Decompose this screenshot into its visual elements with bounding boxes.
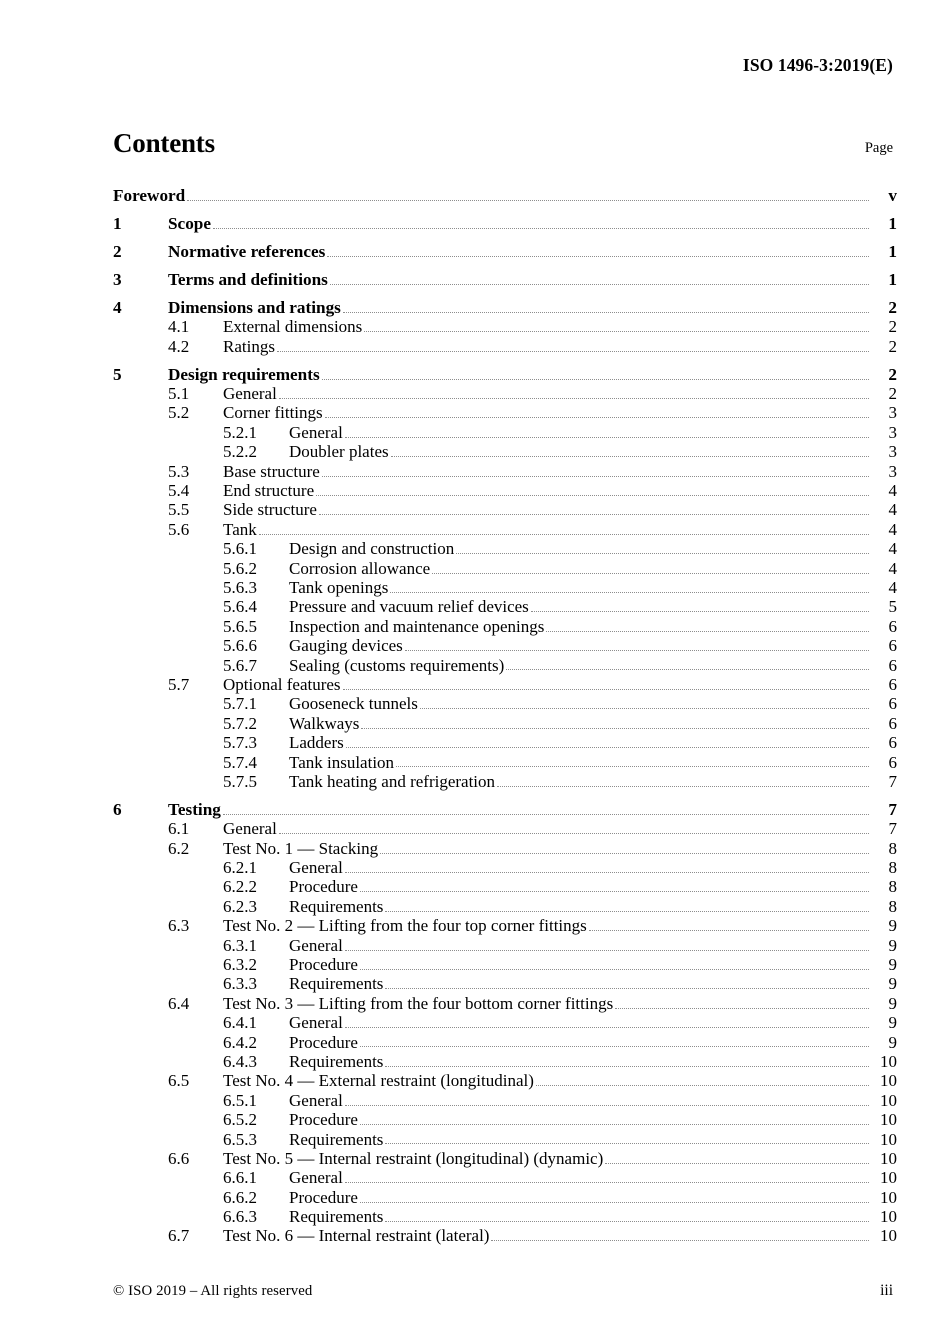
toc-entry-number: 6.5.3: [223, 1129, 257, 1149]
toc-entry-label: Requirements: [289, 974, 384, 994]
toc-entry-number: 6.6: [168, 1148, 190, 1168]
toc-entry-number: 5.2.1: [223, 422, 257, 442]
toc-entry-page-number: 9: [888, 916, 897, 936]
toc-entry-label: General: [289, 858, 343, 878]
toc-entry-label: Requirements: [289, 1129, 384, 1149]
toc-entry-number: 6.3.3: [223, 974, 257, 994]
toc-entry-number: 5.2.2: [223, 442, 257, 462]
toc-entry[interactable]: [113, 1033, 897, 1052]
toc-entry-label: General: [289, 1013, 343, 1033]
toc-entry-page-number: 8: [888, 858, 897, 878]
toc-entry-number: 5.6.2: [223, 558, 257, 578]
toc-leader-dots: [319, 500, 869, 519]
toc-entry-page-number: 6: [888, 674, 897, 694]
toc-entry-label: Test No. 4 — External restraint (longitudinal): [223, 1071, 534, 1091]
toc-entry-page-number: 6: [888, 694, 897, 714]
toc-entry-page-number: 8: [888, 896, 897, 916]
toc-leader-dots: [506, 656, 869, 675]
toc-entry-page-number: 7: [888, 771, 897, 791]
toc-entry[interactable]: [113, 714, 897, 733]
toc-leader-dots: [345, 1168, 869, 1187]
toc-entry-page-number: 2: [888, 364, 897, 384]
toc-entry-label: Dimensions and ratings: [168, 297, 341, 317]
toc-entry-label: End structure: [223, 481, 315, 501]
toc-entry-label: Normative references: [168, 241, 326, 261]
toc-leader-dots: [322, 462, 869, 481]
toc-leader-dots: [345, 1013, 869, 1032]
toc-entry-number: 2: [113, 241, 122, 261]
toc-entry-page-number: 10: [880, 1071, 897, 1091]
toc-leader-dots: [405, 636, 869, 655]
toc-leader-dots: [325, 403, 869, 422]
toc-entry[interactable]: [113, 974, 897, 993]
toc-entry-number: 6.5.1: [223, 1090, 257, 1110]
toc-entry-label: General: [289, 935, 343, 955]
toc-leader-dots: [360, 955, 869, 974]
toc-entry-label: Procedure: [289, 877, 358, 897]
toc-entry[interactable]: [113, 1226, 897, 1245]
toc-entry-number: 6.4: [168, 993, 190, 1013]
toc-entry-page-number: 6: [888, 733, 897, 753]
toc-entry-number: 5.2: [168, 403, 190, 423]
toc-entry-page-number: 6: [888, 636, 897, 656]
toc-entry-page-number: 1: [888, 213, 897, 233]
toc-entry-label: Design and construction: [289, 539, 455, 559]
toc-entry-label: Ladders: [289, 733, 344, 753]
toc-entry[interactable]: [113, 317, 897, 336]
toc-leader-dots: [360, 1188, 869, 1207]
toc-entry[interactable]: [113, 1071, 897, 1090]
toc-entry-number: 4.2: [168, 336, 190, 356]
toc-entry[interactable]: [113, 1013, 897, 1032]
toc-entry-page-number: 10: [880, 1090, 897, 1110]
toc-entry-page-number: 1: [888, 269, 897, 289]
toc-entry-number: 5.7.5: [223, 771, 257, 791]
toc-entry-label: Foreword: [113, 185, 186, 205]
toc-leader-dots: [360, 1033, 869, 1052]
toc-entry-label: Requirements: [289, 1207, 384, 1227]
toc-entry-label: Walkways: [289, 713, 360, 733]
toc-entry[interactable]: [113, 1110, 897, 1129]
toc-leader-dots: [589, 916, 869, 935]
toc-entry[interactable]: [113, 1149, 897, 1168]
toc-entry-label: Corner fittings: [223, 403, 323, 423]
toc-entry[interactable]: [113, 753, 897, 772]
toc-entry-page-number: 3: [888, 422, 897, 442]
toc-entry-number: 6.4.1: [223, 1013, 257, 1033]
toc-leader-dots: [322, 365, 869, 384]
toc-entry-label: Gauging devices: [289, 636, 403, 656]
toc-leader-dots: [385, 1207, 869, 1226]
toc-entry-label: Test No. 1 — Stacking: [223, 838, 379, 858]
toc-entry-number: 6.4.3: [223, 1051, 257, 1071]
toc-entry-page-number: 9: [888, 955, 897, 974]
toc-entry-number: 6.3.2: [223, 955, 257, 974]
toc-entry-label: Procedure: [289, 1187, 358, 1207]
toc-leader-dots: [279, 819, 869, 838]
toc-entry-label: Terms and definitions: [168, 269, 328, 289]
toc-entry-number: 6.3.1: [223, 935, 257, 955]
toc-entry-page-number: 4: [888, 577, 897, 597]
toc-leader-dots: [213, 214, 869, 233]
toc-entry-label: Tank: [223, 519, 257, 539]
toc-entry-page-number: 9: [888, 1032, 897, 1052]
toc-entry-page-number: v: [888, 185, 897, 205]
toc-entry-number: 5.6.6: [223, 636, 257, 656]
toc-entry[interactable]: [113, 442, 897, 461]
toc-entry[interactable]: [113, 539, 897, 558]
toc-entry[interactable]: [113, 656, 897, 675]
toc-entry[interactable]: [113, 636, 897, 655]
toc-leader-dots: [390, 578, 869, 597]
toc-entry-number: 6.2.3: [223, 896, 257, 916]
toc-leader-dots: [396, 753, 869, 772]
toc-entry-label: Gooseneck tunnels: [289, 694, 418, 714]
toc-entry-number: 5.4: [168, 481, 190, 501]
toc-entry[interactable]: [113, 733, 897, 752]
toc-entry[interactable]: [113, 994, 897, 1013]
toc-entry-label: Requirements: [289, 1051, 384, 1071]
page-footer: [113, 1282, 893, 1300]
toc-leader-dots: [279, 384, 869, 403]
toc-entry-number: 5.7.2: [223, 713, 257, 733]
toc-entry-page-number: 2: [888, 336, 897, 356]
toc-entry-number: 6.7: [168, 1226, 190, 1246]
toc-entry-label: Test No. 3 — Lifting from the four bottom corner fittings: [223, 993, 614, 1013]
toc-leader-dots: [605, 1149, 869, 1168]
toc-entry[interactable]: [113, 365, 897, 384]
toc-entry-label: Inspection and maintenance openings: [289, 616, 545, 636]
toc-leader-dots: [531, 597, 869, 616]
toc-entry[interactable]: [113, 298, 897, 317]
toc-entry-page-number: 6: [888, 655, 897, 675]
toc-entry-page-number: 9: [888, 993, 897, 1013]
toc-entry-page-number: 2: [888, 297, 897, 317]
toc-entry-page-number: 10: [880, 1207, 897, 1227]
toc-entry[interactable]: [113, 186, 897, 205]
toc-leader-dots: [491, 1226, 869, 1245]
toc-entry-page-number: 6: [888, 752, 897, 772]
toc-entry-number: 3: [113, 269, 122, 289]
toc-entry[interactable]: [113, 481, 897, 500]
toc-entry[interactable]: [113, 1207, 897, 1226]
toc-leader-dots: [380, 839, 869, 858]
toc-entry-page-number: 4: [888, 539, 897, 559]
toc-entry-number: 6.6.2: [223, 1187, 257, 1207]
toc-entry[interactable]: [113, 214, 897, 233]
toc-entry-number: 6.3: [168, 916, 190, 936]
toc-entry-label: Tank heating and refrigeration: [289, 771, 496, 791]
toc-entry-number: 5.6.1: [223, 539, 257, 559]
toc-entry-number: 5.7.1: [223, 694, 257, 714]
toc-leader-dots: [343, 298, 869, 317]
toc-entry[interactable]: [113, 617, 897, 636]
toc-entry-number: 5.1: [168, 384, 190, 404]
toc-entry[interactable]: [113, 1168, 897, 1187]
page-column-label: Page: [864, 140, 893, 156]
toc-leader-dots: [364, 317, 869, 336]
toc-leader-dots: [385, 897, 869, 916]
toc-entry-page-number: 4: [888, 481, 897, 501]
toc-entry-number: 5.6: [168, 519, 190, 539]
toc-entry-number: 1: [113, 213, 122, 233]
toc-leader-dots: [385, 1130, 869, 1149]
toc-entry-number: 4: [113, 297, 122, 317]
toc-leader-dots: [187, 186, 869, 205]
toc-leader-dots: [456, 539, 869, 558]
toc-entry-number: 6.2.2: [223, 877, 257, 897]
toc-entry-number: 5.6.5: [223, 616, 257, 636]
toc-entry-label: Test No. 5 — Internal restraint (longitudinal) (dynamic): [223, 1148, 604, 1168]
toc-entry-label: Tank insulation: [289, 752, 395, 772]
toc-entry-number: 5.7: [168, 674, 190, 694]
toc-entry[interactable]: [113, 1052, 897, 1071]
toc-entry-number: 4.1: [168, 317, 190, 337]
toc-entry[interactable]: [113, 403, 897, 422]
toc-entry[interactable]: [113, 384, 897, 403]
toc-entry-number: 6: [113, 799, 122, 819]
toc-entry[interactable]: [113, 500, 897, 519]
toc-entry-number: 6.4.2: [223, 1032, 257, 1052]
toc-entry-label: Testing: [168, 799, 221, 819]
toc-entry-page-number: 4: [888, 558, 897, 578]
toc-leader-dots: [345, 423, 869, 442]
table-of-contents: [113, 186, 897, 1246]
toc-entry-page-number: 8: [888, 838, 897, 858]
toc-entry-page-number: 7: [888, 799, 897, 819]
toc-entry-page-number: 8: [888, 877, 897, 897]
toc-leader-dots: [536, 1071, 869, 1090]
toc-entry-label: Procedure: [289, 1110, 358, 1130]
contents-title-row: [113, 128, 893, 159]
toc-leader-dots: [615, 994, 869, 1013]
toc-leader-dots: [345, 936, 869, 955]
toc-leader-dots: [327, 242, 869, 261]
toc-entry-number: 6.1: [168, 819, 190, 839]
toc-entry-number: 6.2.1: [223, 858, 257, 878]
footer-page-number: iii: [880, 1282, 893, 1299]
toc-entry[interactable]: [113, 270, 897, 289]
toc-entry-label: Pressure and vacuum relief devices: [289, 597, 529, 617]
toc-entry-label: Design requirements: [168, 364, 320, 384]
toc-leader-dots: [223, 800, 869, 819]
toc-leader-dots: [385, 974, 869, 993]
toc-entry-label: Base structure: [223, 461, 320, 481]
toc-entry-label: Scope: [168, 213, 211, 233]
toc-entry[interactable]: [113, 675, 897, 694]
toc-entry-label: Doubler plates: [289, 442, 389, 462]
toc-entry-number: 5.7.3: [223, 733, 257, 753]
toc-leader-dots: [546, 617, 869, 636]
toc-entry-label: Side structure: [223, 500, 317, 520]
toc-entry-page-number: 5: [888, 597, 897, 617]
toc-entry-page-number: 2: [888, 384, 897, 404]
toc-entry[interactable]: [113, 578, 897, 597]
toc-entry[interactable]: [113, 839, 897, 858]
toc-entry[interactable]: [113, 423, 897, 442]
toc-entry-number: 5.3: [168, 461, 190, 481]
toc-leader-dots: [361, 714, 869, 733]
toc-entry-number: 6.2: [168, 838, 190, 858]
copyright-notice: © ISO 2019 – All rights reserved: [113, 1283, 313, 1299]
toc-entry-page-number: 3: [888, 403, 897, 423]
toc-entry-number: 5.5: [168, 500, 190, 520]
toc-entry-label: Sealing (customs requirements): [289, 655, 505, 675]
toc-entry[interactable]: [113, 916, 897, 935]
toc-entry-page-number: 9: [888, 974, 897, 994]
toc-entry-number: 5: [113, 364, 122, 384]
toc-entry-number: 6.6.3: [223, 1207, 257, 1227]
toc-entry-number: 5.6.7: [223, 655, 257, 675]
toc-entry-page-number: 10: [880, 1168, 897, 1188]
toc-entry[interactable]: [113, 877, 897, 896]
toc-entry-label: Corrosion allowance: [289, 558, 431, 578]
toc-entry-number: 6.5.2: [223, 1110, 257, 1130]
toc-entry-label: Procedure: [289, 955, 358, 974]
toc-entry[interactable]: [113, 242, 897, 261]
toc-leader-dots: [345, 858, 869, 877]
toc-leader-dots: [346, 733, 869, 752]
toc-entry-page-number: 3: [888, 461, 897, 481]
toc-entry-page-number: 3: [888, 442, 897, 462]
toc-leader-dots: [497, 772, 869, 791]
toc-entry-page-number: 9: [888, 1013, 897, 1033]
toc-entry[interactable]: [113, 800, 897, 819]
toc-leader-dots: [385, 1052, 869, 1071]
toc-entry-number: 5.7.4: [223, 752, 257, 772]
toc-entry-page-number: 4: [888, 500, 897, 520]
toc-leader-dots: [360, 1110, 869, 1129]
toc-entry[interactable]: [113, 559, 897, 578]
toc-entry[interactable]: [113, 819, 897, 838]
toc-entry[interactable]: [113, 462, 897, 481]
toc-entry[interactable]: [113, 520, 897, 539]
toc-entry-page-number: 6: [888, 616, 897, 636]
toc-entry-label: External dimensions: [223, 317, 363, 337]
toc-entry-number: 5.6.3: [223, 577, 257, 597]
toc-leader-dots: [330, 270, 869, 289]
toc-entry-page-number: 10: [880, 1187, 897, 1207]
toc-entry[interactable]: [113, 936, 897, 955]
toc-entry-page-number: 2: [888, 317, 897, 337]
toc-leader-dots: [343, 675, 869, 694]
toc-entry-label: Tank openings: [289, 577, 389, 597]
toc-leader-dots: [420, 694, 869, 713]
toc-entry-page-number: 1: [888, 241, 897, 261]
toc-entry-label: Test No. 6 — Internal restraint (lateral): [223, 1226, 490, 1246]
toc-entry[interactable]: [113, 1091, 897, 1110]
toc-entry[interactable]: [113, 337, 897, 356]
toc-entry-label: Test No. 2 — Lifting from the four top corner fittings: [223, 916, 587, 936]
toc-entry-page-number: 6: [888, 713, 897, 733]
toc-entry[interactable]: [113, 1130, 897, 1149]
toc-leader-dots: [360, 877, 869, 896]
toc-entry[interactable]: [113, 597, 897, 616]
toc-entry-label: General: [223, 384, 277, 404]
toc-leader-dots: [277, 337, 869, 356]
toc-entry-number: 6.6.1: [223, 1168, 257, 1188]
toc-entry-label: General: [289, 1168, 343, 1188]
toc-entry-page-number: 9: [888, 935, 897, 955]
toc-entry-label: General: [289, 422, 343, 442]
toc-leader-dots: [391, 442, 869, 461]
toc-entry-number: 6.5: [168, 1071, 190, 1091]
running-header-standard-ref: ISO 1496-3:2019(E): [742, 55, 893, 75]
toc-entry-label: Requirements: [289, 896, 384, 916]
toc-entry[interactable]: [113, 772, 897, 791]
toc-entry-label: General: [223, 819, 277, 839]
toc-entry-page-number: 10: [880, 1226, 897, 1246]
toc-entry[interactable]: [113, 1188, 897, 1207]
toc-entry-label: Ratings: [223, 336, 275, 356]
toc-entry[interactable]: [113, 897, 897, 916]
page-title: Contents: [113, 128, 215, 158]
toc-leader-dots: [345, 1091, 869, 1110]
toc-entry-page-number: 10: [880, 1051, 897, 1071]
toc-entry[interactable]: [113, 858, 897, 877]
toc-leader-dots: [432, 559, 869, 578]
toc-entry-page-number: 10: [880, 1129, 897, 1149]
toc-entry-page-number: 4: [888, 519, 897, 539]
toc-entry-page-number: 7: [888, 819, 897, 839]
toc-entry-label: Procedure: [289, 1032, 358, 1052]
toc-entry-page-number: 10: [880, 1110, 897, 1130]
toc-entry[interactable]: [113, 694, 897, 713]
toc-entry-label: Optional features: [223, 674, 341, 694]
toc-entry[interactable]: [113, 955, 897, 974]
toc-leader-dots: [316, 481, 869, 500]
toc-entry-label: General: [289, 1090, 343, 1110]
toc-entry-page-number: 10: [880, 1148, 897, 1168]
toc-entry-number: 5.6.4: [223, 597, 257, 617]
toc-leader-dots: [259, 520, 869, 539]
